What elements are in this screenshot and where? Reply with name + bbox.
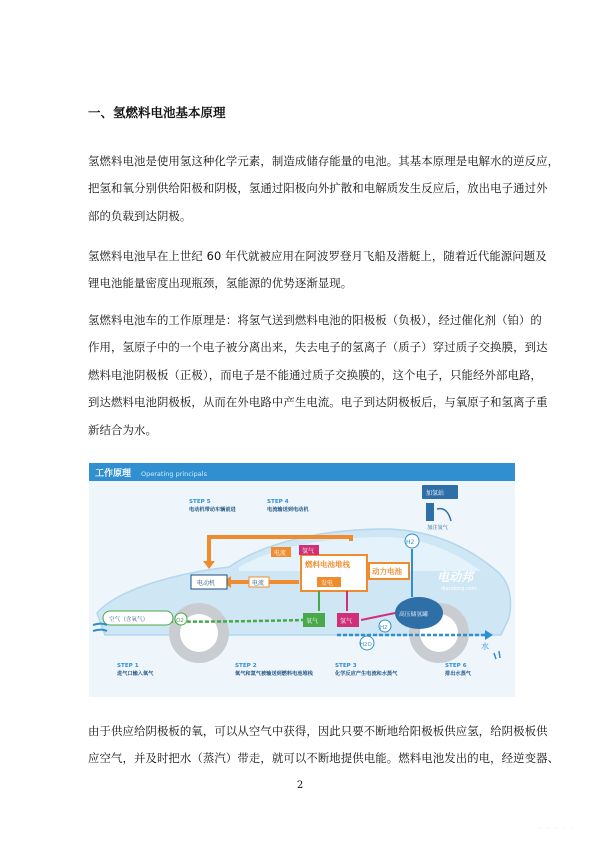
text-line: 把氢和氧分别供给阳极和阴极，氢通过阳极向外扩散和电解质发生反应后，放出电子通过外: [88, 181, 548, 196]
step-3-desc: 化学反应产生电流和水蒸气: [335, 671, 398, 677]
tank-label: 高压储氢罐: [399, 612, 428, 618]
text-line: 锂电池能量密度出现瓶颈，氢能源的优势逐渐显现。: [88, 276, 353, 291]
hydrogen-label-top: 氢气: [302, 548, 315, 555]
text-line: 到达燃料电池阴极板，从而在外电路中产生电流。电子到达阴极板后，与氧原子和氢离子重: [88, 395, 548, 410]
text-line: 燃料电池阴极板（正极），而电子是不能通过质子交换膜的，这个电子，只能经外部电路，: [88, 367, 542, 382]
paragraph-history: [88, 243, 547, 298]
text-line: 由于供应给阴极板的氧，可以从空气中获得，因此只要不断地给阳极板供应氢，给阴极板供: [88, 724, 548, 738]
text-line: 应空气，并及时把水（蒸汽）带走，就可以不断地提供电能。燃料电池发出的电，经逆变器、: [88, 751, 560, 766]
step-6-number: STEP 6: [445, 663, 467, 669]
water-label: 水: [481, 642, 489, 651]
power-battery-label: 动力电池: [372, 567, 402, 576]
oxygen-label: 氧气: [306, 618, 319, 625]
generate-label: 发电: [321, 580, 334, 587]
working-principle-figure: [89, 463, 515, 697]
text-line: 氢燃料电池车的工作原理是：将氢气送到燃料电池的阳极板（负极），经过催化剂（铂）的: [88, 313, 542, 327]
h2o-label: H2O: [360, 642, 372, 648]
watermark-dots: · · · · ·: [540, 826, 576, 833]
paragraph-supply: [88, 718, 560, 773]
paragraph-working: [88, 307, 548, 444]
current-label-2: 电流: [274, 550, 287, 557]
text-line: 氢燃料电池是使用氢这种化学元素，制造成储存能量的电池。其基本原理是电解水的逆反应，: [88, 154, 560, 168]
step-2-desc: 氧气和氢气被输送到燃料电池堆栈: [235, 671, 313, 677]
figure-subtitle: Operating principals: [141, 470, 207, 478]
step-5-desc: 电动机带动车辆前进: [189, 507, 236, 513]
logo-sub: diandong.com: [441, 586, 477, 592]
text-line: 新结合为水。: [88, 422, 157, 437]
paragraph-principle: [88, 148, 560, 230]
step-6-desc: 排出水蒸气: [445, 671, 471, 677]
station-label: 加氢站: [426, 490, 445, 497]
station-pump-icon: [426, 503, 434, 521]
motor-label: 电动机: [197, 580, 216, 587]
h2-label-2: H2: [380, 625, 388, 631]
step-3-number: STEP 3: [335, 663, 357, 669]
step-1-number: STEP 1: [117, 663, 139, 669]
refuel-label: 加注氢气: [427, 525, 448, 531]
step-4-desc: 电流输送到电动机: [267, 507, 309, 513]
air-label: 空气（含氧气）: [109, 617, 149, 623]
text-line: 氢燃料电池早在上世纪 60 年代就被应用在阿波罗登月飞船及潜艇上，随着近代能源问题及: [88, 249, 547, 263]
step-5-number: STEP 5: [189, 499, 211, 505]
figure-title: 工作原理: [95, 469, 132, 479]
hydrogen-label-box: 氢气: [340, 618, 353, 625]
step-2-number: STEP 2: [235, 663, 257, 669]
current-label-1: 电流: [252, 580, 265, 587]
logo-text: 电动邦: [437, 570, 474, 584]
step-1-desc: 进气口输入氧气: [117, 671, 154, 677]
o2-label: O2: [176, 618, 184, 624]
text-line: 部的负载到达阴极。: [88, 208, 192, 223]
step-4-number: STEP 4: [267, 499, 289, 505]
section-heading: 一、氢燃料电池基本原理: [88, 105, 226, 120]
stack-label: 燃料电池堆栈: [305, 560, 350, 569]
text-line: 作用，氢原子中的一个电子被分离出来，失去电子的氢离子（质子）穿过质子交换膜，到达: [88, 340, 548, 355]
page-number: 2: [296, 780, 304, 791]
h2-label: H2: [406, 539, 415, 546]
